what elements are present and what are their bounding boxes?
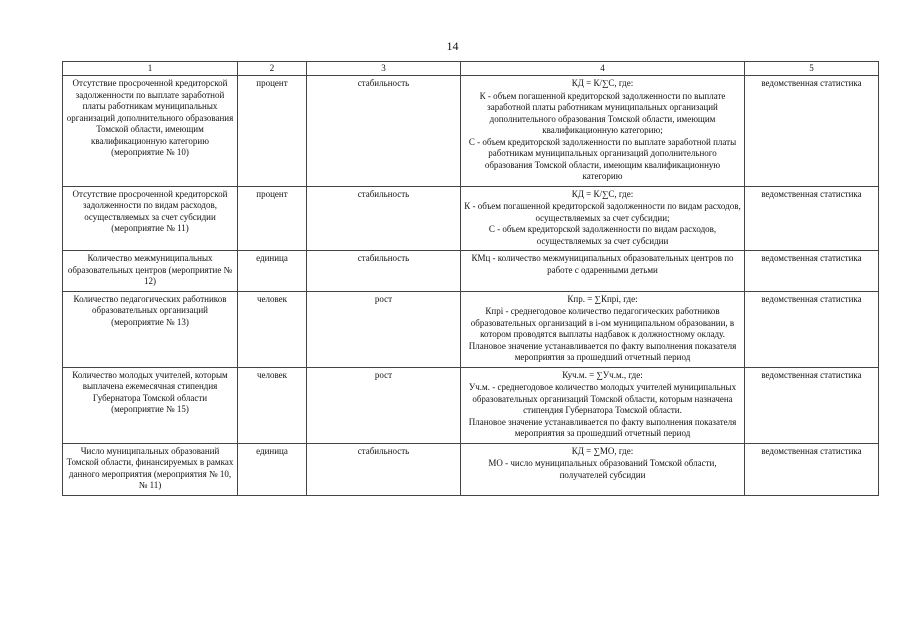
formula-text: КМц - количество межмуниципальных образовательных центров по работе с одаренными детьми bbox=[471, 253, 734, 275]
header-cell-1: 1 bbox=[63, 62, 238, 76]
formula-text: Кпр. = ∑Кпрі, где: bbox=[567, 293, 638, 304]
formula-detail: С - объем кредиторской задолженности по выплате заработной платы работникам муниципальных организаций дополнительного образования Томской области, имеющим квалификационную категорию bbox=[468, 136, 737, 181]
source-cell: ведомственная статистика bbox=[745, 186, 879, 251]
formula-detail: Плановое значение устанавливается по факту выполнения показателя мероприятия за прошедший отчетный период bbox=[468, 416, 737, 438]
formula-cell bbox=[461, 76, 745, 187]
indicator-name-cell: Число муниципальных образований Томской области, финансируемых в рамках данного мероприятия (мероприятия № 10, № 11) bbox=[63, 443, 238, 495]
trend-cell: стабильность bbox=[307, 251, 461, 292]
formula-detail: Уч.м. - среднегодовое количество молодых учителей муниципальных образовательных организаций Томской области, которым назначена стипендия Губернатора Томской области. bbox=[468, 382, 737, 415]
indicator-name-cell: Количество межмуниципальных образовательных центров (мероприятие № 12) bbox=[63, 251, 238, 292]
formula-detail: Кпрі - среднегодовое количество педагогических работников образовательных организаций в і-ом муниципальном образовании, в котором проводятся выплаты надбавок к должностному окладу. bbox=[470, 306, 735, 339]
header-cell-4: 4 bbox=[461, 62, 745, 76]
formula-text: КД = К/∑С, где: bbox=[571, 188, 634, 199]
formula-cell bbox=[461, 251, 745, 292]
formula-text: Куч.м. = ∑Уч.м., где: bbox=[562, 369, 643, 380]
unit-cell: человек bbox=[238, 367, 307, 443]
source-cell: ведомственная статистика bbox=[745, 251, 879, 292]
header-cell-5: 5 bbox=[745, 62, 879, 76]
trend-cell: рост bbox=[307, 367, 461, 443]
formula-cell bbox=[461, 186, 745, 251]
table-row bbox=[63, 251, 879, 292]
header-cell-3: 3 bbox=[307, 62, 461, 76]
formula-detail: К - объем погашенной кредиторской задолженности по видам расходов, осуществляемых за счет субсидии; bbox=[464, 201, 741, 223]
formula-detail: Плановое значение устанавливается по факту выполнения показателя мероприятия за прошедший отчетный период bbox=[468, 340, 737, 362]
source-cell: ведомственная статистика bbox=[745, 443, 879, 495]
table-row bbox=[63, 367, 879, 443]
formula-detail: К - объем погашенной кредиторской задолженности по выплате заработной платы работникам муниципальных организаций дополнительного образования Томской области, имеющим квалификационную категорию; bbox=[479, 90, 726, 135]
trend-cell: стабильность bbox=[307, 76, 461, 187]
source-cell: ведомственная статистика bbox=[745, 291, 879, 367]
formula-cell bbox=[461, 291, 745, 367]
trend-cell: стабильность bbox=[307, 443, 461, 495]
page-number: 14 bbox=[446, 39, 459, 53]
formula-detail: С - объем кредиторской задолженности по видам расходов, осуществляемых за счет субсидии bbox=[488, 224, 717, 246]
source-cell: ведомственная статистика bbox=[745, 76, 879, 187]
unit-cell: человек bbox=[238, 291, 307, 367]
table-row bbox=[63, 443, 879, 495]
header-cell-2: 2 bbox=[238, 62, 307, 76]
unit-cell: единица bbox=[238, 443, 307, 495]
table-header-row bbox=[63, 62, 879, 76]
unit-cell: процент bbox=[238, 76, 307, 187]
table-row bbox=[63, 291, 879, 367]
formula-cell bbox=[461, 367, 745, 443]
formula-cell bbox=[461, 443, 745, 495]
indicator-name-cell: Количество педагогических работников образовательных организаций (мероприятие № 13) bbox=[63, 291, 238, 367]
unit-cell: единица bbox=[238, 251, 307, 292]
indicator-name-cell: Отсутствие просроченной кредиторской задолженности по видам расходов, осуществляемых за счет субсидии (мероприятие № 11) bbox=[63, 186, 238, 251]
indicators-table bbox=[62, 61, 879, 496]
table-row bbox=[63, 76, 879, 187]
formula-detail: МО - число муниципальных образований Томской области, получателей субсидии bbox=[488, 458, 717, 480]
source-cell: ведомственная статистика bbox=[745, 367, 879, 443]
unit-cell: процент bbox=[238, 186, 307, 251]
trend-cell: стабильность bbox=[307, 186, 461, 251]
indicator-name-cell: Отсутствие просроченной кредиторской задолженности по выплате заработной платы работникам муниципальных организаций дополнительного образования Томской области, имеющим квалификационную категорию (мероприятие № 10) bbox=[63, 76, 238, 187]
table-row bbox=[63, 186, 879, 251]
formula-text: КД = К/∑С, где: bbox=[571, 78, 634, 88]
trend-cell: рост bbox=[307, 291, 461, 367]
indicator-name-cell: Количество молодых учителей, которым выплачена ежемесячная стипендия Губернатора Томской области (мероприятие № 15) bbox=[63, 367, 238, 443]
formula-text: КД = ∑МО, где: bbox=[571, 445, 634, 456]
